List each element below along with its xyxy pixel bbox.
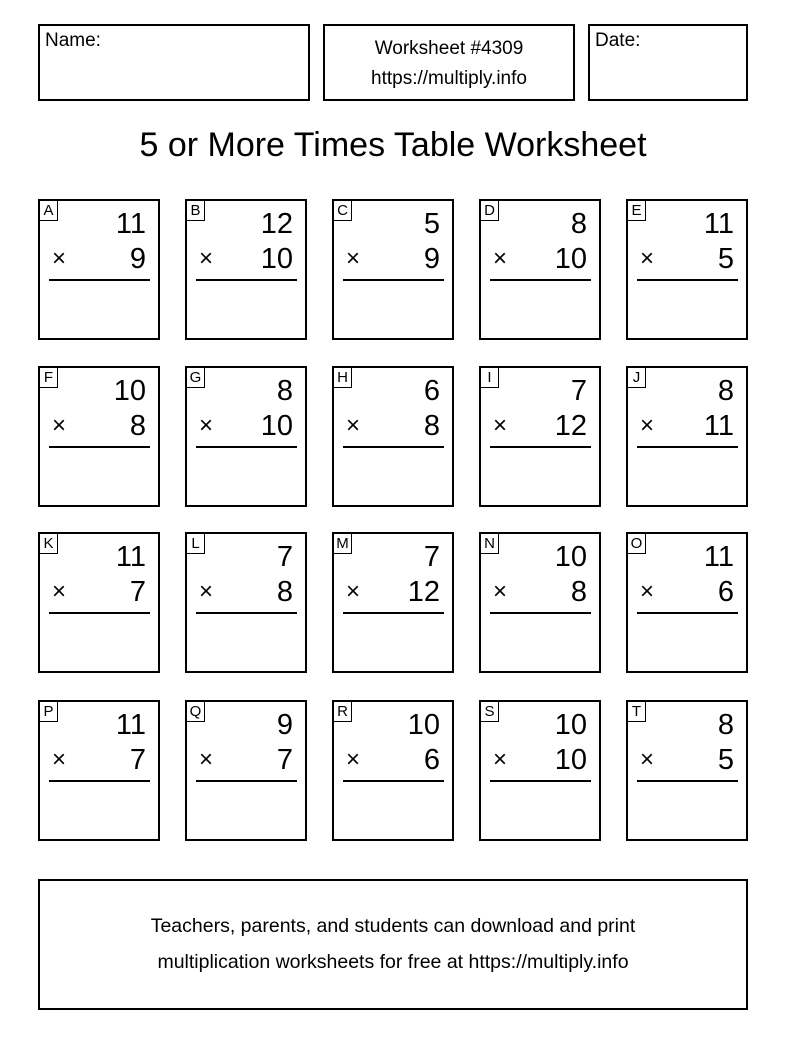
problem-card[interactable]	[479, 532, 601, 673]
problem-card[interactable]	[332, 199, 454, 340]
times-icon: ×	[346, 746, 361, 773]
problem-card[interactable]	[185, 199, 307, 340]
times-icon: ×	[493, 245, 508, 272]
page-title: 5 or More Times Table Worksheet	[139, 126, 647, 164]
multiplier: 8	[423, 410, 440, 442]
answer-line	[49, 612, 150, 614]
problem-label: S	[481, 702, 499, 722]
multiplier: 7	[129, 576, 146, 608]
problem-label: L	[187, 534, 205, 554]
multiplier: 8	[129, 410, 146, 442]
times-icon: ×	[493, 578, 508, 605]
multiplicand: 8	[717, 375, 734, 407]
multiplicand: 11	[115, 208, 146, 240]
answer-line	[49, 780, 150, 782]
problem-label: T	[628, 702, 646, 722]
multiplier: 10	[554, 744, 587, 776]
problem-card[interactable]	[479, 366, 601, 507]
problem-label: F	[40, 368, 58, 388]
answer-line	[49, 446, 150, 448]
answer-line	[343, 279, 444, 281]
problem-label: P	[40, 702, 58, 722]
times-icon: ×	[199, 746, 214, 773]
problem-card[interactable]	[626, 366, 748, 507]
multiplicand: 12	[260, 208, 293, 240]
problem-label: M	[334, 534, 352, 554]
multiplier: 5	[717, 744, 734, 776]
answer-line	[490, 780, 591, 782]
problem-label: D	[481, 201, 499, 221]
answer-line	[490, 279, 591, 281]
answer-line	[49, 279, 150, 281]
times-icon: ×	[199, 578, 214, 605]
problem-card[interactable]	[479, 700, 601, 841]
answer-line	[196, 612, 297, 614]
multiplicand: 8	[717, 709, 734, 741]
multiplicand: 11	[115, 709, 146, 741]
multiplier: 10	[554, 243, 587, 275]
multiplicand: 11	[703, 208, 734, 240]
worksheet-url[interactable]: https://multiply.info	[371, 68, 527, 89]
answer-line	[196, 279, 297, 281]
problem-label: B	[187, 201, 205, 221]
problem-label: N	[481, 534, 499, 554]
problem-card[interactable]	[185, 700, 307, 841]
times-icon: ×	[640, 412, 655, 439]
problem-card[interactable]	[332, 700, 454, 841]
problem-card[interactable]	[38, 366, 160, 507]
answer-line	[343, 612, 444, 614]
problem-card[interactable]	[38, 199, 160, 340]
times-icon: ×	[640, 245, 655, 272]
times-icon: ×	[346, 412, 361, 439]
problem-card[interactable]	[185, 532, 307, 673]
multiplier: 7	[276, 744, 293, 776]
problem-card[interactable]	[332, 366, 454, 507]
times-icon: ×	[199, 412, 214, 439]
date-field[interactable]	[588, 24, 748, 101]
multiplier: 11	[703, 410, 734, 442]
multiplier: 5	[717, 243, 734, 275]
problem-card[interactable]	[626, 700, 748, 841]
worksheet-info-box	[323, 24, 575, 101]
multiplicand: 7	[570, 375, 587, 407]
multiplicand: 7	[423, 541, 440, 573]
problem-card[interactable]	[38, 532, 160, 673]
multiplier: 9	[129, 243, 146, 275]
answer-line	[637, 612, 738, 614]
problem-label: J	[628, 368, 646, 388]
multiplicand: 10	[554, 709, 587, 741]
name-field[interactable]	[38, 24, 310, 101]
problem-label: G	[187, 368, 205, 388]
problem-label: E	[628, 201, 646, 221]
footer-box	[38, 879, 748, 1010]
problem-label: H	[334, 368, 352, 388]
times-icon: ×	[640, 746, 655, 773]
multiplicand: 5	[423, 208, 440, 240]
multiplicand: 7	[276, 541, 293, 573]
multiplier: 7	[129, 744, 146, 776]
answer-line	[637, 446, 738, 448]
times-icon: ×	[52, 245, 67, 272]
multiplicand: 9	[276, 709, 293, 741]
problem-label: I	[481, 368, 499, 388]
problem-label: O	[628, 534, 646, 554]
answer-line	[637, 279, 738, 281]
problem-label: K	[40, 534, 58, 554]
multiplicand: 10	[113, 375, 146, 407]
times-icon: ×	[346, 578, 361, 605]
problem-label: C	[334, 201, 352, 221]
problem-card[interactable]	[38, 700, 160, 841]
name-label: Name:	[45, 30, 101, 51]
multiplicand: 6	[423, 375, 440, 407]
answer-line	[196, 446, 297, 448]
problem-card[interactable]	[626, 199, 748, 340]
times-icon: ×	[346, 245, 361, 272]
worksheet-number: Worksheet #4309	[374, 38, 524, 59]
answer-line	[196, 780, 297, 782]
multiplier: 6	[423, 744, 440, 776]
times-icon: ×	[640, 578, 655, 605]
problem-card[interactable]	[479, 199, 601, 340]
times-icon: ×	[493, 746, 508, 773]
multiplier: 8	[276, 576, 293, 608]
problem-label: Q	[187, 702, 205, 722]
multiplier: 10	[260, 243, 293, 275]
multiplier: 6	[717, 576, 734, 608]
answer-line	[490, 612, 591, 614]
times-icon: ×	[199, 245, 214, 272]
multiplicand: 11	[115, 541, 146, 573]
answer-line	[490, 446, 591, 448]
answer-line	[637, 780, 738, 782]
multiplier: 10	[260, 410, 293, 442]
multiplier: 9	[423, 243, 440, 275]
times-icon: ×	[493, 412, 508, 439]
problem-label: A	[40, 201, 58, 221]
answer-line	[343, 780, 444, 782]
answer-line	[343, 446, 444, 448]
multiplicand: 10	[407, 709, 440, 741]
times-icon: ×	[52, 746, 67, 773]
multiplier: 12	[554, 410, 587, 442]
multiplicand: 10	[554, 541, 587, 573]
times-icon: ×	[52, 578, 67, 605]
footer-line-2: multiplication worksheets for free at https://multiply.info	[157, 951, 629, 973]
problem-card[interactable]	[185, 366, 307, 507]
multiplicand: 11	[703, 541, 734, 573]
times-icon: ×	[52, 412, 67, 439]
multiplicand: 8	[570, 208, 587, 240]
problem-label: R	[334, 702, 352, 722]
date-label: Date:	[595, 30, 641, 51]
footer-line-1: Teachers, parents, and students can download and print	[150, 915, 636, 937]
multiplier: 12	[407, 576, 440, 608]
multiplicand: 8	[276, 375, 293, 407]
multiplier: 8	[570, 576, 587, 608]
problem-card[interactable]	[626, 532, 748, 673]
problem-card[interactable]	[332, 532, 454, 673]
